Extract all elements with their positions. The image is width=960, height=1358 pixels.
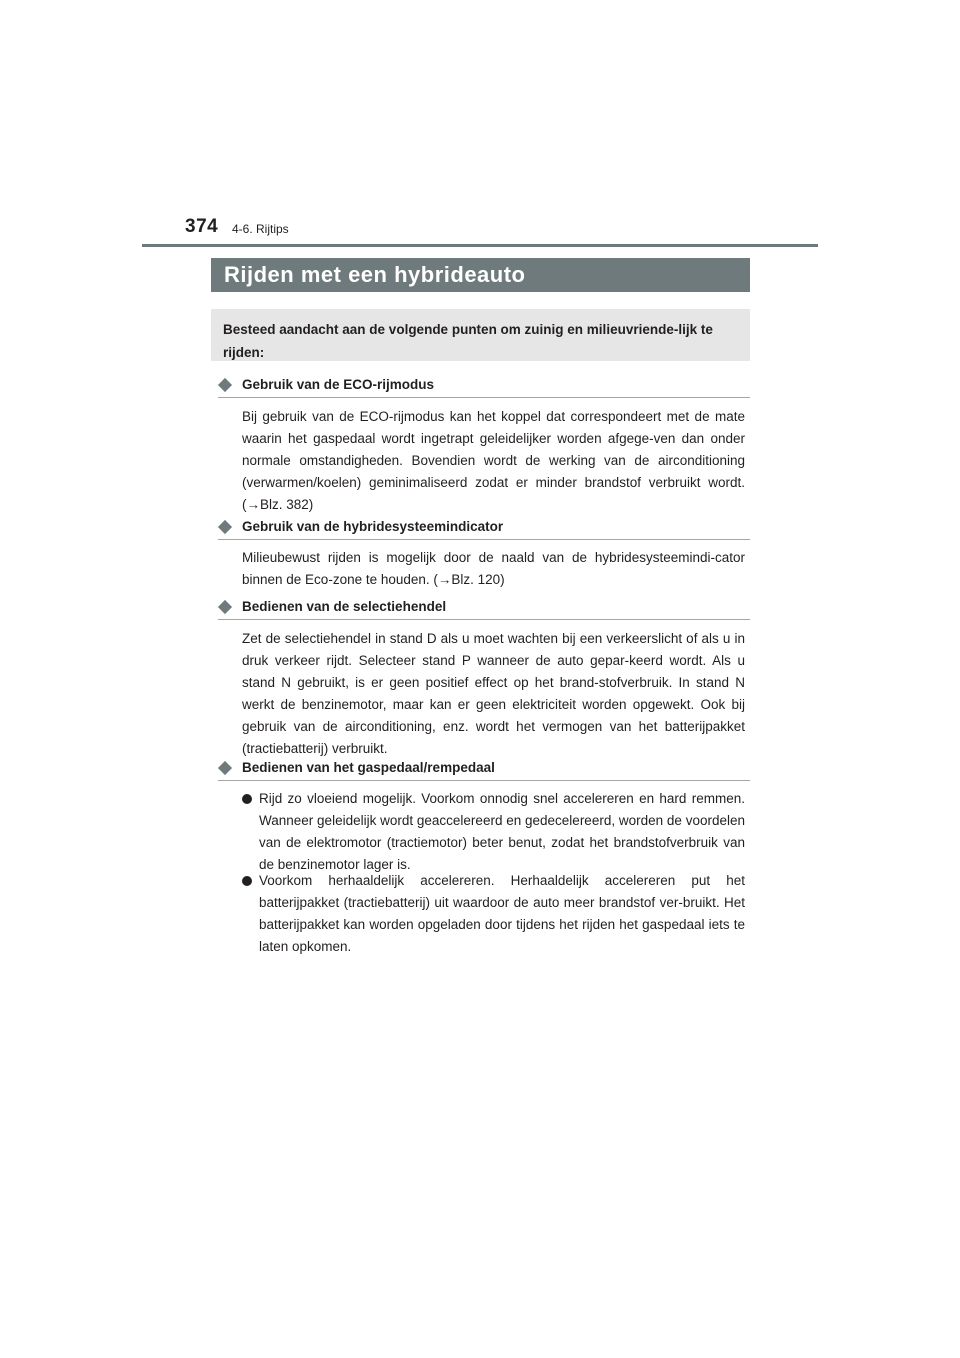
section-heading-text: Bedienen van de selectiehendel	[242, 599, 447, 614]
list-item	[242, 788, 745, 876]
section-heading-selector-lever	[218, 598, 750, 620]
section-heading-text: Gebruik van de ECO-rijmodus	[242, 377, 435, 392]
section-heading-eco-mode	[218, 376, 750, 398]
section-heading-text: Gebruik van de hybridesysteemindicator	[242, 519, 504, 534]
round-bullet-icon	[242, 876, 252, 886]
section-heading-hybrid-indicator	[218, 518, 750, 540]
page-title: Rijden met een hybrideauto	[224, 262, 526, 287]
section-heading-text: Bedienen van het gaspedaal/rempedaal	[242, 760, 495, 775]
header-divider	[142, 244, 818, 247]
diamond-bullet-icon	[218, 600, 232, 614]
list-item-text: Voorkom herhaaldelijk accelereren. Herhaaldelijk accelereren put het batterijpakket (tractiebatterij) uit waardoor de auto meer brandstof ver-bruikt. Het batterijpakket kan worden opgeladen door tijdens het rijden het gaspedaal iets te laten opkomen.	[259, 873, 745, 954]
page-number: 374	[185, 216, 219, 237]
section-text-eco-mode: Bij gebruik van de ECO-rijmodus kan het koppel dat correspondeert met de mate waarin het gaspedaal wordt ingetrapt geleidelijker worden afgege-ven dan onder normale omstandigheden. Bovendien wordt de werking van de airconditioning (verwarmen/koelen) geminimaliseerd zodat er minder brandstof verbruikt wordt. (→Blz. 382)	[242, 409, 745, 512]
title-bar	[211, 258, 750, 292]
section-heading-pedals	[218, 759, 750, 781]
section-text-hybrid-indicator: Milieubewust rijden is mogelijk door de naald van de hybridesysteemindi-cator binnen de Eco-zone te houden. (→Blz. 120)	[242, 550, 745, 587]
list-item-text: Rijd zo vloeiend mogelijk. Voorkom onnodig snel accelereren en hard remmen. Wanneer geleidelijk wordt geaccelereerd en gedecelereerd, worden de voordelen van de elektromotor (tractiemotor) beter benut, zodat het brandstofverbruik van de benzinemotor lager is.	[259, 791, 745, 872]
diamond-bullet-icon	[218, 761, 232, 775]
diamond-bullet-icon	[218, 378, 232, 392]
section-text-selector-lever: Zet de selectiehendel in stand D als u moet wachten bij een verkeerslicht of als u in druk verkeer rijdt. Selecteer stand P wanneer de auto gepar-keerd wordt. Als u stand N gebruikt, is er geen positief effect op het brand-stofverbruik. In stand N werkt de benzinemotor, maar kan er geen elektriciteit worden opgewekt. Ook bij gebruik van de airconditioning, enz. wordt het vermogen van het batterijpakket (tractiebatterij) verbruikt.	[242, 631, 745, 756]
diamond-bullet-icon	[218, 520, 232, 534]
intro-box: Besteed aandacht aan de volgende punten om zuinig en milieuvriende-lijk te rijden:	[211, 309, 750, 361]
round-bullet-icon	[242, 794, 252, 804]
list-item	[242, 870, 745, 958]
section-label: 4-6. Rijtips	[232, 222, 289, 236]
